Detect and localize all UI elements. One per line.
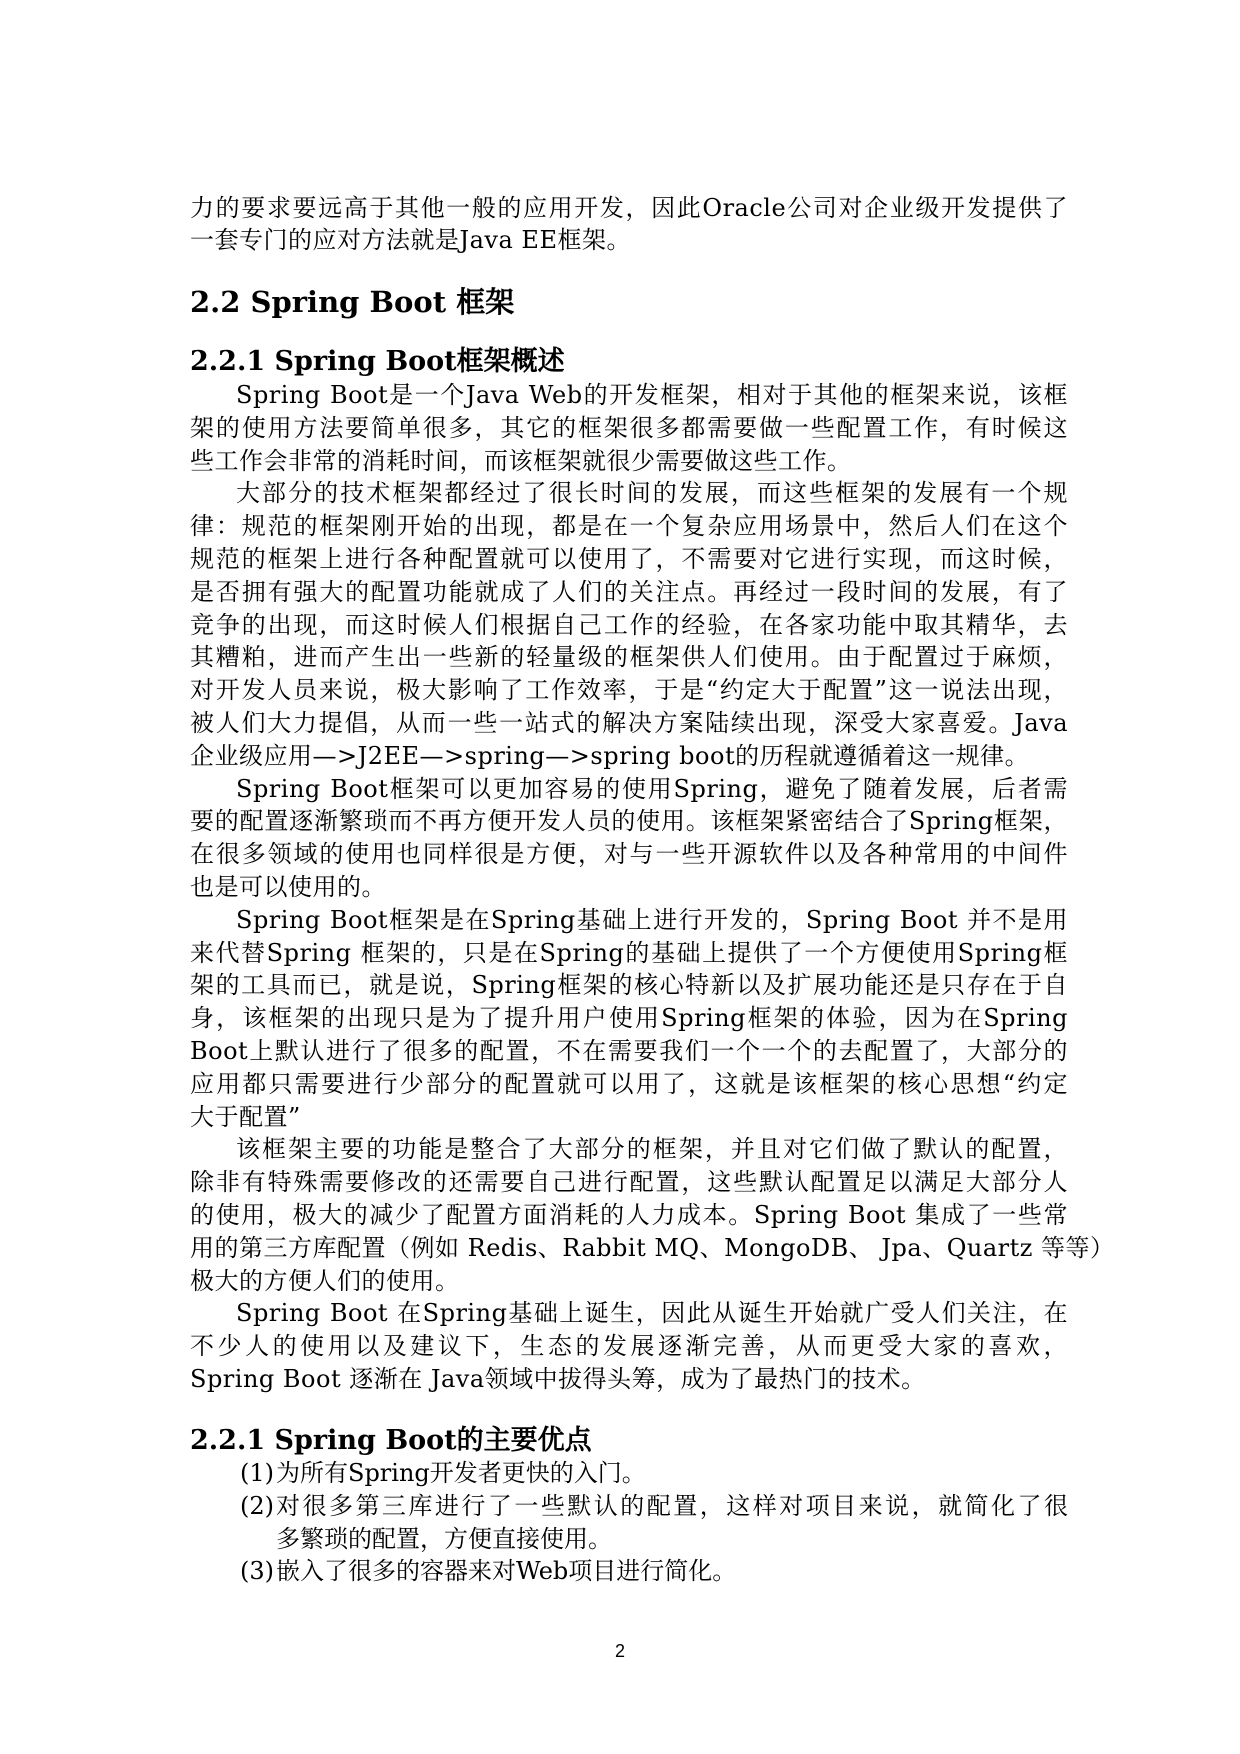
paragraph-line: 不少人的使用以及建议下，生态的发展逐渐完善，从而更受大家的喜欢，: [190, 1332, 1068, 1361]
paragraph-line: Spring Boot框架可以更加容易的使用Spring，避免了随着发展，后者需: [236, 774, 1068, 803]
list-item-text: 多繁琐的配置，方便直接使用。: [276, 1524, 612, 1553]
paragraph-line: 极大的方便人们的使用。: [190, 1266, 460, 1295]
paragraph-line: 架的工具而已，就是说，Spring框架的核心特新以及扩展功能还是只存在于自: [190, 971, 1068, 1000]
list-item-text: 对很多第三库进行了一些默认的配置，这样对项目来说，就简化了很: [276, 1491, 1068, 1520]
paragraph-line: Spring Boot是一个Java Web的开发框架，相对于其他的框架来说，该框: [236, 381, 1068, 409]
paragraph-line: 用的第三方库配置（例如 Redis、Rabbit MQ、MongoDB、 Jpa、Quartz 等等）: [190, 1233, 1115, 1262]
list-item-number: (3): [240, 1557, 274, 1586]
paragraph-line: 在很多领域的使用也同样很是方便，对与一些开源软件以及各种常用的中间件: [190, 840, 1068, 869]
paragraph-line: 些工作会非常的消耗时间，而该框架就很少需要做这些工作。: [190, 446, 852, 475]
paragraph-line: 大于配置”: [190, 1102, 301, 1131]
list-item-text: 为所有Spring开发者更快的入门。: [276, 1459, 646, 1487]
paragraph-line: 身，该框架的出现只是为了提升用户使用Spring框架的体验，因为在Spring: [190, 1004, 1068, 1033]
paragraph-line: 架的使用方法要简单很多，其它的框架很多都需要做一些配置工作，有时候这: [190, 413, 1068, 442]
paragraph-line: Spring Boot 在Spring基础上诞生，因此从诞生开始就广受人们关注，在: [236, 1299, 1068, 1328]
intro-line: 一套专门的应对方法就是Java EE框架。: [190, 226, 631, 254]
paragraph-line: Spring Boot 逐渐在 Java领域中拔得头筹，成为了最热门的技术。: [190, 1365, 926, 1393]
page-number: 2: [614, 1641, 625, 1661]
paragraph-line: 也是可以使用的。: [190, 873, 386, 901]
paragraph-line: 竞争的出现，而这时候人们根据自己工作的经验，在各家功能中取其精华，去: [190, 610, 1068, 639]
paragraph-line: 应用都只需要进行少部分的配置就可以用了，这就是该框架的核心思想“约定: [190, 1069, 1068, 1098]
paragraph-line: 对开发人员来说，极大影响了工作效率，于是“约定大于配置”这一说法出现，: [190, 676, 1068, 705]
paragraph-line: 除非有特殊需要修改的还需要自己进行配置，这些默认配置足以满足大部分人: [190, 1168, 1068, 1197]
list-item-number: (1): [240, 1459, 274, 1487]
paragraph-line: 规范的框架上进行各种配置就可以使用了，不需要对它进行实现，而这时候，: [190, 545, 1068, 573]
paragraph-line: Boot上默认进行了很多的配置，不在需要我们一个一个的去配置了，大部分的: [190, 1037, 1068, 1065]
paragraph-line: 律：规范的框架刚开始的出现，都是在一个复杂应用场景中，然后人们在这个: [190, 512, 1068, 541]
paragraph-line: 大部分的技术框架都经过了很长时间的发展，而这些框架的发展有一个规: [236, 479, 1068, 508]
paragraph-line: 被人们大力提倡，从而一些一站式的解决方案陆续出现，深受大家喜爱。Java: [190, 709, 1068, 737]
list-item-text: 嵌入了很多的容器来对Web项目进行简化。: [276, 1557, 737, 1586]
paragraph-line: 要的配置逐渐繁琐而不再方便开发人员的使用。该框架紧密结合了Spring框架，: [190, 807, 1068, 836]
paragraph-line: Spring Boot框架是在Spring基础上进行开发的，Spring Boot 并不是用: [236, 905, 1068, 934]
paragraph-line: 企业级应用—>J2EE—>spring—>spring boot的历程就遵循着这一规律。: [190, 741, 1030, 770]
subsection-heading-overview: 2.2.1 Spring Boot框架概述: [190, 346, 565, 377]
section-heading: 2.2 Spring Boot 框架: [190, 285, 515, 319]
paragraph-line: 来代替Spring 框架的，只是在Spring的基础上提供了一个方便使用Spring框: [190, 938, 1068, 967]
list-item-number: (2): [240, 1491, 274, 1520]
subsection-heading-advantages: 2.2.1 Spring Boot的主要优点: [190, 1425, 592, 1456]
intro-line: 力的要求要远高于其他一般的应用开发，因此Oracle公司对企业级开发提供了: [190, 194, 1068, 222]
paragraph-line: 该框架主要的功能是整合了大部分的框架，并且对它们做了默认的配置，: [236, 1135, 1068, 1164]
paragraph-line: 是否拥有强大的配置功能就成了人们的关注点。再经过一段时间的发展，有了: [190, 577, 1068, 606]
paragraph-line: 其糟粕，进而产生出一些新的轻量级的框架供人们使用。由于配置过于麻烦，: [190, 643, 1068, 672]
paragraph-line: 的使用，极大的减少了配置方面消耗的人力成本。Spring Boot 集成了一些常: [190, 1201, 1068, 1229]
